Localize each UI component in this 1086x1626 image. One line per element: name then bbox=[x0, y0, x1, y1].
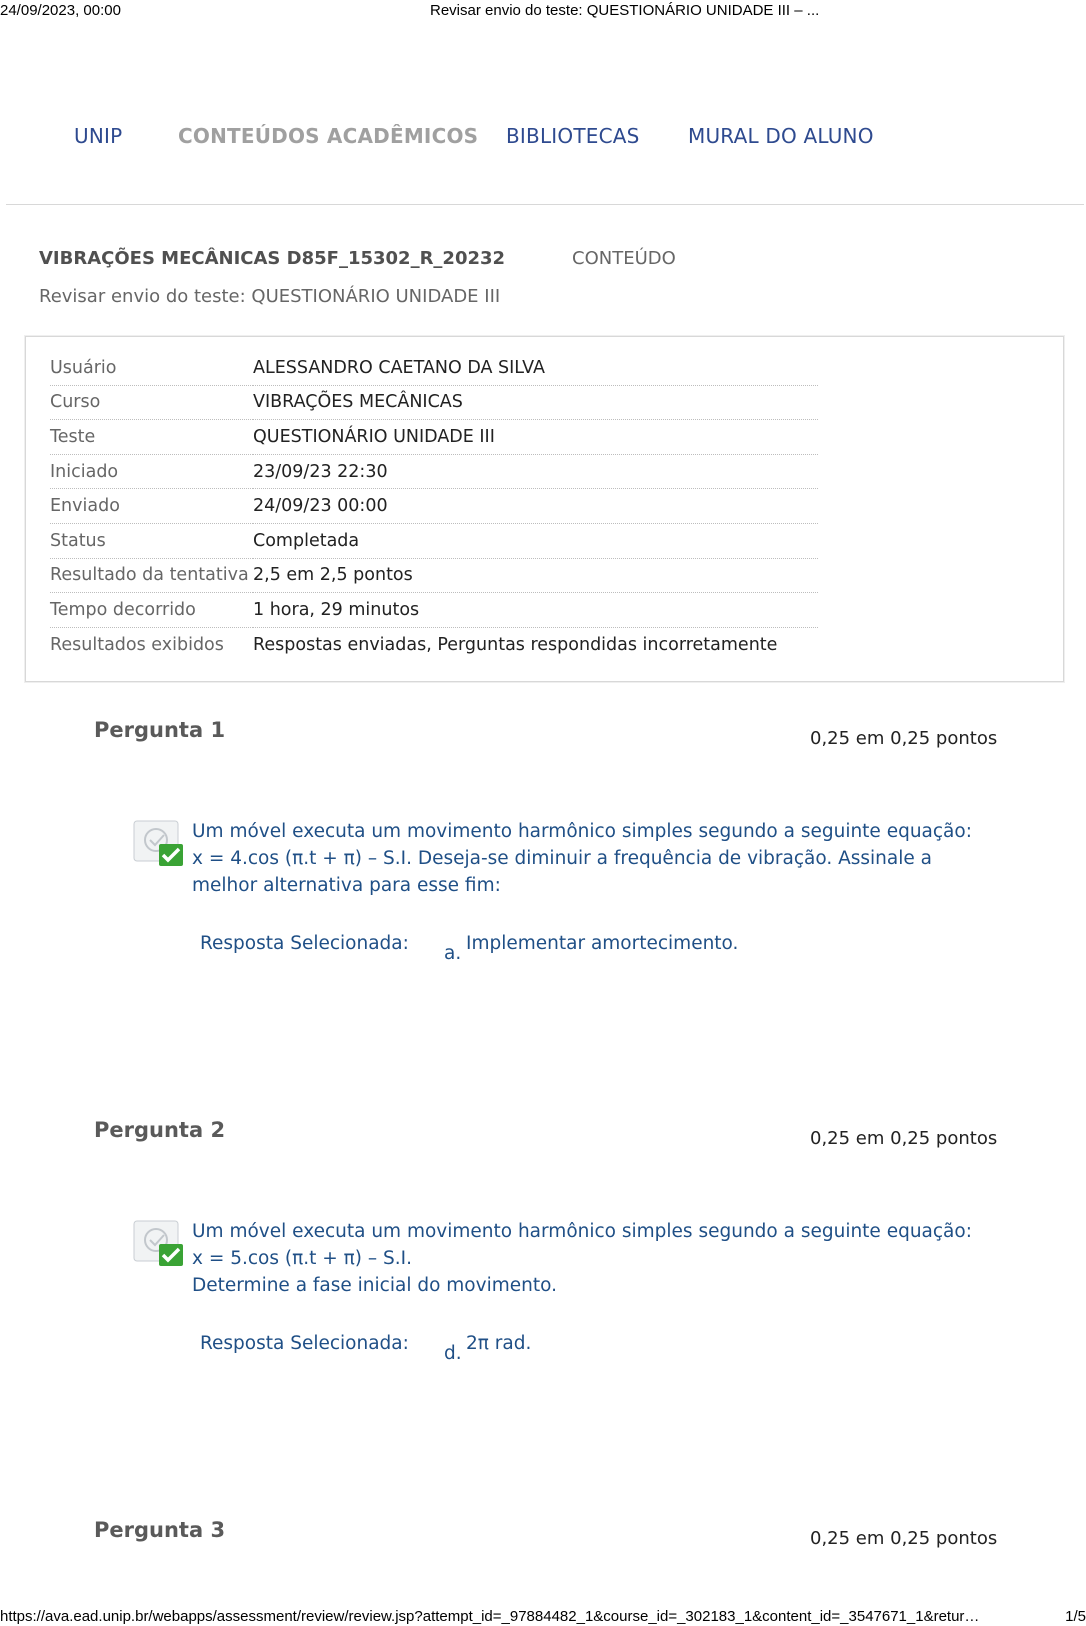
question-1-points: 0,25 em 0,25 pontos bbox=[810, 728, 998, 749]
nav-unip[interactable]: UNIP bbox=[74, 124, 123, 148]
question-1-text bbox=[192, 818, 972, 899]
answer-label: Resposta Selecionada: bbox=[200, 1333, 409, 1354]
info-label: Teste bbox=[50, 420, 253, 455]
nav-conteudos-academicos[interactable]: CONTEÚDOS ACADÊMICOS bbox=[178, 124, 479, 148]
info-label: Usuário bbox=[50, 351, 253, 385]
info-row bbox=[50, 489, 818, 524]
question-text-line: x = 5.cos (π.t + π) – S.I. bbox=[192, 1248, 412, 1269]
breadcrumb-conteudo[interactable]: CONTEÚDO bbox=[572, 248, 676, 269]
question-text-line: Um móvel executa um movimento harmônico simples segundo a seguinte equação: bbox=[192, 1221, 972, 1242]
nav-bibliotecas[interactable]: BIBLIOTECAS bbox=[506, 124, 640, 148]
print-page-number: 1/5 bbox=[1065, 1608, 1086, 1625]
question-3-points: 0,25 em 0,25 pontos bbox=[810, 1528, 998, 1549]
question-2-text bbox=[192, 1218, 972, 1299]
info-label: Tempo decorrido bbox=[50, 593, 253, 628]
print-url: https://ava.ead.unip.br/webapps/assessment/review/review.jsp?attempt_id=_97884482_1&course_id=_302183_1&content_id=_3547671_1&retur… bbox=[0, 1608, 980, 1625]
info-row bbox=[50, 420, 818, 455]
correct-answer-icon bbox=[133, 818, 189, 870]
info-value: ALESSANDRO CAETANO DA SILVA bbox=[253, 351, 818, 385]
info-value: Respostas enviadas, Perguntas respondidas incorretamente bbox=[253, 634, 778, 655]
info-row bbox=[50, 351, 818, 385]
info-label: Resultado da tentativa bbox=[50, 558, 253, 593]
page-title: Revisar envio do teste: QUESTIONÁRIO UNIDADE III bbox=[39, 286, 501, 307]
info-row bbox=[50, 454, 818, 489]
info-label: Enviado bbox=[50, 489, 253, 524]
selected-answer: Implementar amortecimento. bbox=[466, 933, 739, 954]
print-date: 24/09/2023, 00:00 bbox=[0, 2, 121, 19]
print-footer bbox=[0, 1608, 1086, 1626]
info-label: Resultados exibidos bbox=[50, 634, 224, 655]
question-text-line: Determine a fase inicial do movimento. bbox=[192, 1275, 557, 1296]
question-1-title: Pergunta 1 bbox=[94, 718, 226, 742]
answer-letter: a. bbox=[444, 943, 462, 964]
info-label: Status bbox=[50, 523, 253, 558]
info-row bbox=[50, 593, 818, 628]
print-page-title: Revisar envio do teste: QUESTIONÁRIO UNIDADE III – ... bbox=[430, 2, 820, 19]
print-header bbox=[0, 2, 1086, 22]
info-value: 2,5 em 2,5 pontos bbox=[253, 558, 818, 593]
course-title[interactable]: VIBRAÇÕES MECÂNICAS D85F_15302_R_20232 bbox=[39, 248, 506, 269]
attempt-info-table bbox=[50, 351, 818, 661]
question-text-line: melhor alternativa para esse fim: bbox=[192, 875, 501, 896]
question-3-title: Pergunta 3 bbox=[94, 1518, 226, 1542]
question-2-title: Pergunta 2 bbox=[94, 1118, 226, 1142]
info-label: Iniciado bbox=[50, 454, 253, 489]
info-value: 23/09/23 22:30 bbox=[253, 454, 818, 489]
nav-mural-do-aluno[interactable]: MURAL DO ALUNO bbox=[688, 124, 874, 148]
question-text-line: Um móvel executa um movimento harmônico simples segundo a seguinte equação: bbox=[192, 821, 972, 842]
info-value: Completada bbox=[253, 523, 818, 558]
info-row bbox=[50, 558, 818, 593]
info-row bbox=[50, 523, 818, 558]
question-text-line: x = 4.cos (π.t + π) – S.I. Deseja-se diminuir a frequência de vibração. Assinale a bbox=[192, 848, 932, 869]
info-value: QUESTIONÁRIO UNIDADE III bbox=[253, 420, 818, 455]
info-label: Curso bbox=[50, 385, 253, 420]
info-value: VIBRAÇÕES MECÂNICAS bbox=[253, 385, 818, 420]
question-2-points: 0,25 em 0,25 pontos bbox=[810, 1128, 998, 1149]
info-row bbox=[50, 385, 818, 420]
correct-answer-icon bbox=[133, 1218, 189, 1270]
answer-label: Resposta Selecionada: bbox=[200, 933, 409, 954]
attempt-info-panel bbox=[25, 336, 1064, 682]
answer-letter: d. bbox=[444, 1343, 462, 1364]
info-value: 1 hora, 29 minutos bbox=[253, 593, 818, 628]
selected-answer: 2π rad. bbox=[466, 1333, 532, 1354]
info-row bbox=[50, 627, 818, 661]
info-value: 24/09/23 00:00 bbox=[253, 489, 818, 524]
nav-divider bbox=[6, 204, 1084, 205]
top-navigation bbox=[0, 124, 1086, 160]
